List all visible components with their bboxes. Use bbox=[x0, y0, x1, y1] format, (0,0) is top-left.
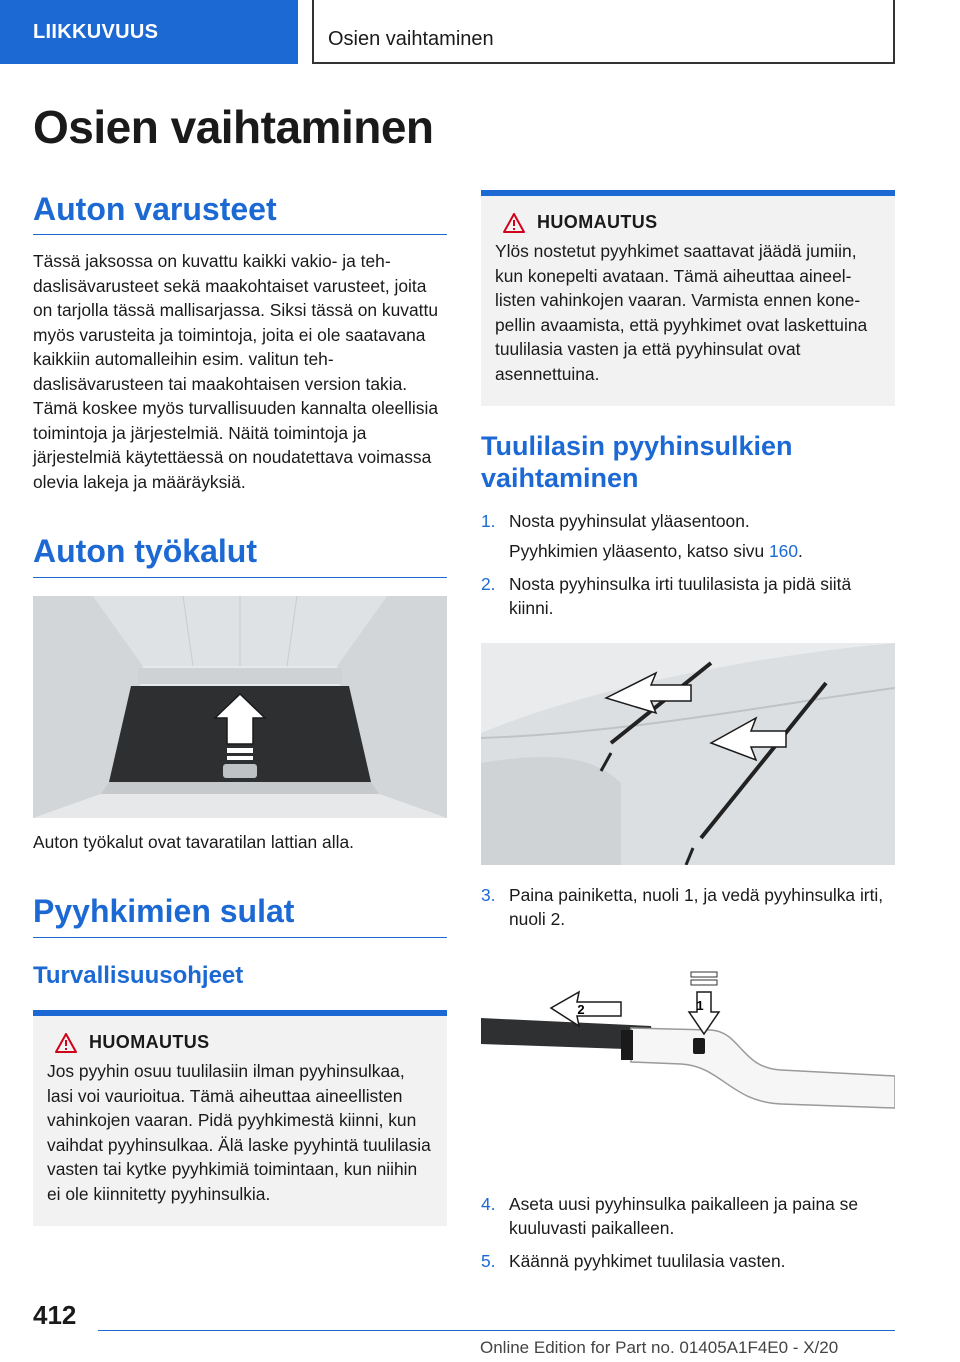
notice-box bbox=[33, 1010, 447, 1226]
notice-text: Jos pyyhin osuu tuulilasiin ilman pyyhinsulkaa, lasi voi vaurioitua. Tämä aiheuttaa aineellisten vahinkojen vaaran. Pidä pyyhkimestä kiinni, kun vaihdat pyyhinsulkaa. Älä laske pyyhintä tuulilasia vasten tai kytke pyyhkimiä toimintaan, kun niihin ei ole kiinnitetty pyyhinsulkia. bbox=[47, 1061, 431, 1204]
step-number: 3. bbox=[481, 884, 496, 905]
step-text: Paina painiketta, nuoli 1, ja vedä pyyhinsulka irti, nuoli 2. bbox=[509, 884, 884, 930]
step-item bbox=[481, 883, 895, 932]
page-topic-header: Osien vaihtaminen bbox=[312, 0, 895, 64]
step-note bbox=[481, 539, 895, 564]
left-column bbox=[33, 190, 447, 1226]
notice-label: HUOMAUTUS bbox=[537, 212, 658, 232]
notice-text: Ylös nostetut pyyhkimet saattavat jäädä jumiin, kun konepelti avataan. Tämä aiheuttaa aineellisten vahinkojen vaaran. Varmista ennen konepellin avaamista, että pyyhkimet ovat laskettuina tuulilasia vasten ja että pyyhinsulat ovat asennettuina. bbox=[495, 241, 868, 384]
step-number: 2. bbox=[481, 573, 496, 594]
arrow-1-label: 1 bbox=[696, 997, 704, 1013]
steps-list bbox=[481, 1192, 895, 1274]
step-note-end: . bbox=[798, 541, 803, 562]
steps-list bbox=[481, 509, 895, 621]
right-column bbox=[481, 190, 895, 1273]
step-item bbox=[481, 572, 895, 621]
page-title: Osien vaihtaminen bbox=[33, 101, 434, 153]
tools-caption: Auton työkalut ovat tavaratilan lattian alla. bbox=[33, 831, 354, 852]
steps-list bbox=[481, 883, 895, 932]
edition-footer: Online Edition for Part no. 01405A1F4E0 - X/20 bbox=[480, 1338, 839, 1357]
warning-triangle-icon bbox=[503, 213, 525, 233]
notice-label: HUOMAUTUS bbox=[89, 1032, 210, 1053]
step-text: Aseta uusi pyyhinsulka paikalleen ja paina se kuuluvasti paikalleen. bbox=[509, 1193, 859, 1239]
step-number: 1. bbox=[481, 510, 496, 531]
page-link[interactable]: 160 bbox=[769, 541, 799, 562]
step-item bbox=[481, 1192, 895, 1241]
windshield-wipers-figure bbox=[481, 643, 895, 865]
trunk-floor-figure bbox=[33, 596, 447, 818]
notice-box bbox=[481, 190, 895, 406]
section-tab[interactable]: LIIKKUVUUS bbox=[0, 0, 298, 64]
step-item bbox=[481, 509, 895, 534]
equipment-heading: Auton varusteet bbox=[33, 190, 447, 235]
equipment-text: Tässä jaksossa on kuvattu kaikki vakio- ja tehdaslisävarusteet sekä maakohtaiset varusteet, joita on tarjolla tässä mallisarjassa. Siksi tässä on kuvattu myös varusteita ja toimintoja, joita ei ole saatavana kaikkiin automalleihin esim. valitun tehdaslisävarusteen tai maakohtaisen version takia. Tämä koskee myös turvallisuuden kannalta oleellisia toimintoja ja järjestelmiä. Näitä toimintoja ja järjestelmiä käytettäessä on noudatettava voimassa olevia lakeja ja määräyksiä. bbox=[33, 251, 439, 492]
wipers-heading: Pyyhkimien sulat bbox=[33, 892, 447, 937]
replace-wipers-heading: Tuulilasin pyyhinsulkien vaihtaminen bbox=[481, 431, 793, 494]
step-text: Nosta pyyhinsulka irti tuulilasista ja pidä siitä kiinni. bbox=[509, 573, 852, 619]
footer-divider bbox=[98, 1330, 895, 1331]
step-number: 5. bbox=[481, 1250, 496, 1271]
wiper-blade-release-figure bbox=[481, 958, 895, 1180]
tools-heading: Auton työkalut bbox=[33, 532, 447, 577]
safety-subheading: Turvallisuusohjeet bbox=[33, 961, 244, 989]
step-item bbox=[481, 1249, 895, 1274]
arrow-2-label: 2 bbox=[577, 1001, 585, 1017]
warning-triangle-icon bbox=[55, 1033, 77, 1053]
step-text: Käännä pyyhkimet tuulilasia vasten. bbox=[509, 1250, 786, 1271]
step-text: Nosta pyyhinsulat yläasentoon. bbox=[509, 510, 750, 531]
page-number: 412 bbox=[33, 1300, 77, 1330]
step-note-text: Pyyhkimien yläasento, katso sivu bbox=[509, 541, 770, 562]
step-number: 4. bbox=[481, 1193, 496, 1214]
